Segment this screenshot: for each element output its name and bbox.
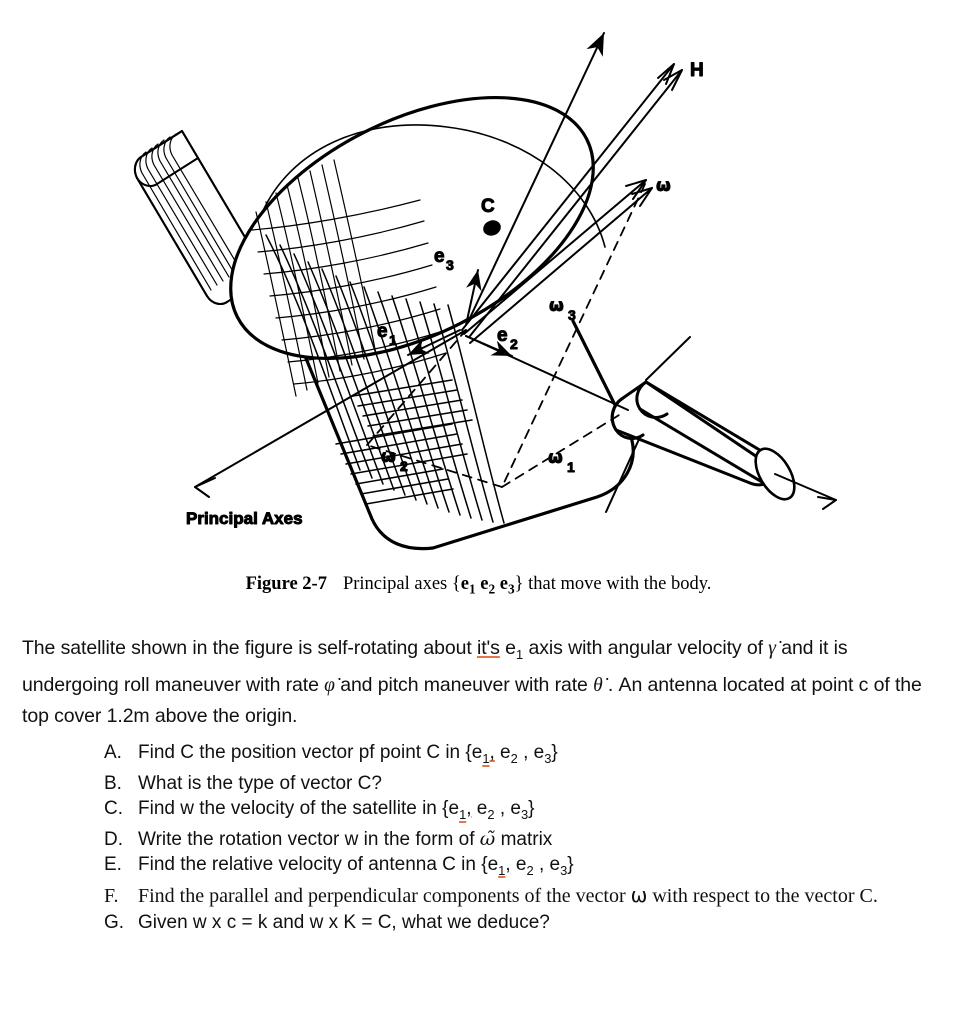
question-text-fragment: ω̃ [479,827,496,850]
prose-gamma-dot: γ̇ [768,638,776,659]
prose-part-d: and it is undergoing roll maneuver with rate [22,637,848,696]
question-item [104,827,944,852]
question-text-fragment: , e [517,742,545,763]
prose-e1-sub: 1 [515,646,524,662]
prose-phi-dot: φ̇ [324,674,335,696]
question-text-fragment: , [489,742,495,763]
question-text-fragment: 2 [487,806,495,822]
prose-part-c: axis with angular velocity of [523,637,769,659]
svg-text:ω: ω [548,448,563,468]
question-text-fragment: } [528,797,535,819]
prose-part-e: and pitch maneuver with rate [334,673,594,696]
problem-statement [22,633,922,731]
svg-text:1: 1 [567,459,575,475]
question-text [138,771,944,796]
question-text-fragment: , e [494,797,521,819]
svg-text:e: e [377,321,388,342]
question-marker: A. [104,742,122,763]
caption-e1: e [460,574,469,594]
question-marker: B. [104,772,122,794]
label-principal-axes: Principal Axes [186,509,303,528]
svg-text:2: 2 [510,336,518,352]
question-item [104,852,944,883]
svg-text:1: 1 [389,332,397,348]
question-item [104,771,944,796]
svg-text:e: e [497,325,508,346]
question-text-fragment: e [494,742,511,763]
question-text-fragment: 1 [498,862,506,878]
question-text-fragment: , [466,797,472,819]
question-marker: E. [104,853,122,875]
question-marker: C. [104,797,123,819]
question-text-fragment: Find C the position vector pf point C in {e [138,742,483,763]
question-text [138,827,944,852]
question-text-fragment: e [471,797,488,819]
question-text-fragment: with respect to the vector C. [647,885,878,908]
question-text-fragment: matrix [495,828,553,850]
question-item [104,882,944,910]
caption-e3: e [499,574,508,594]
svg-text:3: 3 [446,257,454,273]
question-text-fragment: Find the parallel and perpendicular components of the vector [138,885,631,908]
question-text-fragment: } [551,742,558,763]
question-text-fragment: Find w the velocity of the satellite in {e [138,797,460,819]
label-H: H [690,60,704,81]
question-text-fragment: What is the type of vector C? [138,772,382,794]
question-text-fragment: 2 [510,750,518,766]
question-text-fragment: 3 [520,806,529,822]
caption-text-after: } that move with the body. [514,574,712,594]
question-marker: G. [104,912,125,934]
question-list [104,740,944,935]
figure-caption [0,574,957,598]
prose-part-f: . An antenna located at point c of the top cover 1.2m above the origin. [22,673,922,727]
prose-part-b: e [499,637,516,659]
question-text-fragment: 1 [482,750,490,766]
caption-e3-sub: 3 [507,581,515,597]
question-text-fragment: 3 [560,862,568,878]
question-text-fragment: Find the relative velocity of antenna C in {e [138,853,499,875]
question-text-fragment: ω [630,883,648,908]
prose-part-a: The satellite shown in the figure is self-rotating about [22,637,477,659]
question-item [104,740,944,771]
figure-number: Figure 2-7 [245,574,327,594]
question-text-fragment: Write the rotation vector w in the form of [138,828,480,850]
question-text-fragment: Given w x c = k and w x K = C, what we deduce? [138,912,550,934]
question-item [104,910,944,935]
question-text-fragment: e [510,853,527,875]
prose-theta-dot: θ̇ [593,674,603,696]
question-text [138,796,944,827]
question-text [138,740,944,771]
question-text [138,852,944,883]
label-omega: ω [656,176,671,196]
prose-misspelled-its: it's [476,637,500,659]
question-text-fragment: , [505,853,511,875]
question-text-fragment: } [567,853,574,875]
svg-text:ω: ω [549,296,564,316]
caption-e2-sub: 2 [488,581,496,597]
question-marker: F. [104,885,119,908]
question-item [104,796,944,827]
caption-e1-sub: 1 [468,581,476,597]
figure-ink [135,33,836,549]
question-text-fragment: 1 [459,806,467,822]
svg-text:ω: ω [381,447,396,467]
question-text-fragment: 3 [544,750,552,766]
question-text-fragment: 2 [526,862,534,878]
right-boom-icon [612,382,802,506]
question-marker: D. [104,828,123,850]
svg-text:3: 3 [568,307,576,323]
svg-text:e: e [434,246,445,267]
label-C: C [481,196,495,217]
question-text [138,910,944,935]
caption-text-before: Principal axes { [342,574,461,594]
svg-text:2: 2 [400,458,408,474]
caption-e2: e [480,574,489,594]
question-text [138,882,944,910]
question-text-fragment: , e [533,853,561,875]
